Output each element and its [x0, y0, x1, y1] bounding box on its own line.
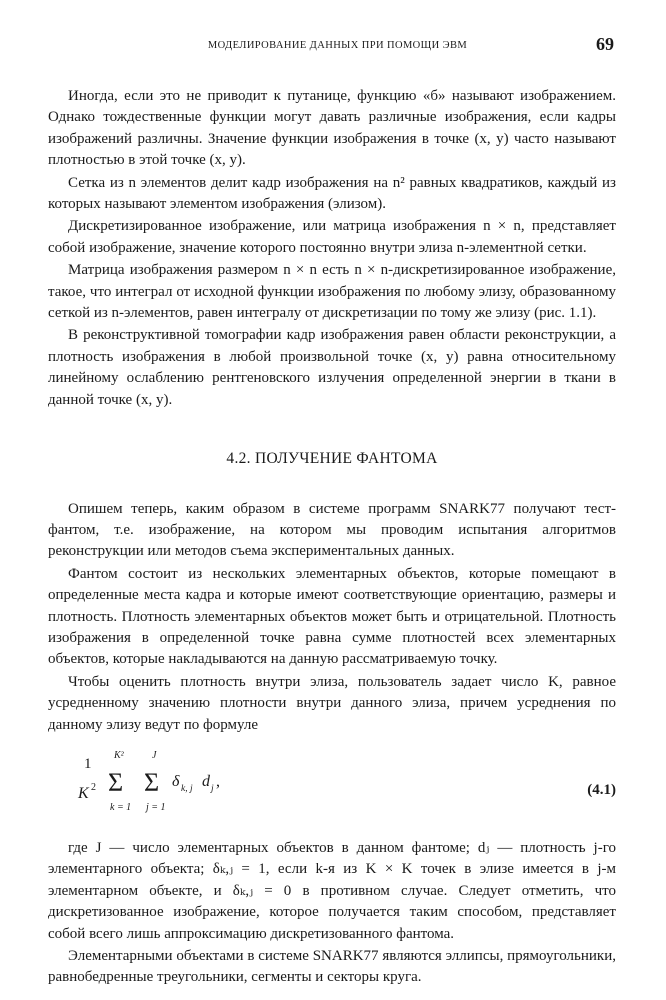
- sum2-symbol: Σ: [144, 767, 160, 797]
- running-header: МОДЕЛИРОВАНИЕ ДАННЫХ ПРИ ПОМОЩИ ЭВМ: [207, 40, 468, 51]
- paragraph: Иногда, если это не приводит к путанице, функцию «б» называют изображением. Однако тождественные функции могут давать различные изображения, если кадры изображений различны. Значение функции изображения в точке (x, y) часто называют плотностью в этой точке (x, y).: [48, 88, 616, 169]
- sum1-symbol: Σ: [108, 767, 124, 797]
- denominator-exponent: 2: [91, 781, 96, 793]
- paragraph: Матрица изображения размером n × n есть n × n-дискретизированное изображение, такое, что интеграл от исходной функции изображения по любому элизу, образованному сеткой из n-элементов, равен интегралу от дискретизации по тому же элизу (рис. 1.1).: [48, 262, 616, 322]
- delta-term: δ: [172, 772, 180, 790]
- fraction-denominator: K: [78, 784, 89, 802]
- equation-number: (4.1): [587, 781, 616, 798]
- paragraph: Чтобы оценить плотность внутри элиза, пользователь задает число K, равное усредненному значению плотности внутри данного элиза, причем усреднения по данному элизу ведут по формуле: [48, 673, 616, 733]
- paragraph: Дискретизированное изображение, или матрица изображения n × n, представляет собой изображение, значение которого постоянно внутри элиза n-элементной сетки.: [48, 218, 616, 256]
- formula-expression: [74, 744, 294, 830]
- density-subscript: j: [211, 783, 214, 794]
- paragraph: Сетка из n элементов делит кадр изображения на n² равных квадратиков, каждый из которых называют элементом изображения (элизом).: [48, 174, 616, 213]
- page-number: 69: [596, 34, 614, 54]
- delta-subscript: k, j: [181, 783, 193, 794]
- paragraph: Фантом состоит из нескольких элементарных объектов, которые помещают в определенные места кадра и которые имеют соответствующие ориентацию, размеры и плотность. Плотность элементарных объектов может быть и отрицательной. Плотность изображения в определенной точке равна сумме плотностей всех элементарных объектов, которые накладываются на данную рассматриваемую точку.: [48, 565, 616, 668]
- paragraph: В реконструктивной томографии кадр изображения равен области реконструкции, а плотность изображения в любой произвольной точке (x, y) равна относительному линейному ослаблению рентгеновского излучения определенной энергии в ткани в данной точке (x, y).: [48, 327, 616, 408]
- body-text: [48, 86, 616, 989]
- sum2-lower-limit: j = 1: [146, 801, 166, 813]
- sum1-lower-limit: k = 1: [110, 801, 132, 813]
- section-heading: 4.2. ПОЛУЧЕНИЕ ФАНТОМА: [226, 450, 438, 468]
- paragraph: Элементарными объектами в системе SNARK77 являются эллипсы, прямоугольники, равнобедренные треугольники, сегменты и секторы круга.: [48, 948, 616, 986]
- formula-trailing-comma: ,: [216, 772, 220, 790]
- density-factor: d: [202, 772, 210, 790]
- sum1-upper-limit: K²: [114, 749, 124, 761]
- fraction-numerator: 1: [84, 755, 92, 772]
- paragraph: где J — число элементарных объектов в данном фантоме; dⱼ — плотность j-го элементарного объекта; δₖ,ⱼ = 1, если k-я из K × K точек в элизе имеется в j-м элементарном объекте, и δₖ,ⱼ = 0 в противном случае. Следует отметить, что дискретизованное изображение, которое получается таким способом, представляет собой всего лишь аппроксимацию дискретизованного фантома.: [48, 839, 616, 942]
- formula-4-1: [48, 744, 616, 830]
- sum2-upper-limit: J: [152, 749, 157, 761]
- paragraph: Опишем теперь, каким образом в системе программ SNARK77 получают тест-фантом, т.е. изображение, на котором мы проводим испытания алгоритмов реконструкции или методов съема экспериментальных данных.: [48, 500, 616, 560]
